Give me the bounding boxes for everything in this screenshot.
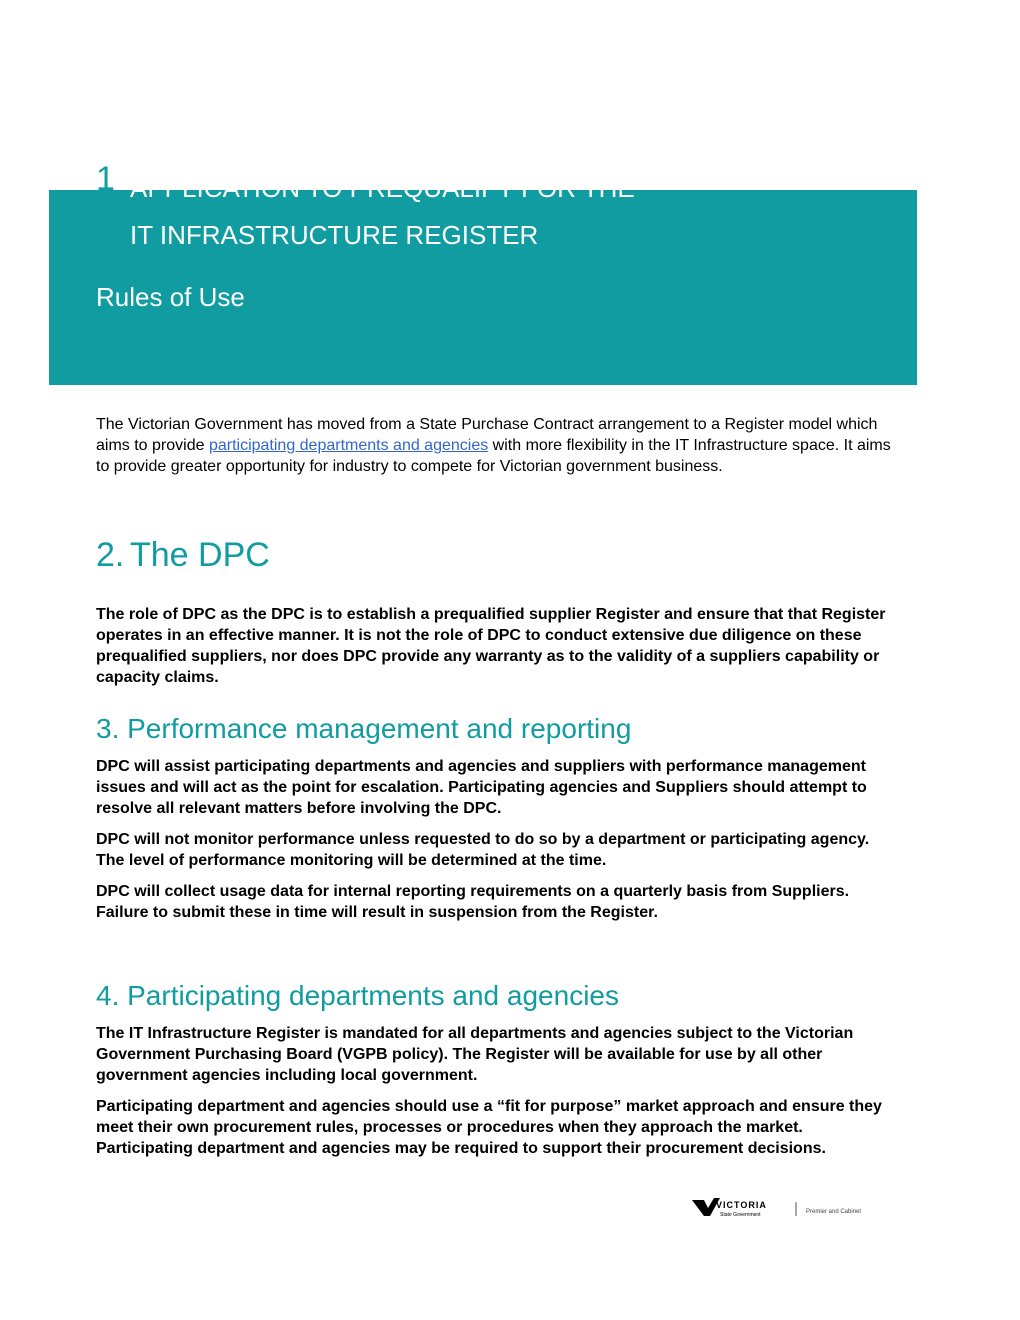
logo-wordmark: VICTORIA [716,1200,767,1210]
document-title-line2: IT INFRASTRUCTURE REGISTER [130,220,539,250]
section4-paragraph-1: The IT Infrastructure Register is mandated for all departments and agencies subject to the Victorian Government Purchasing Board (VGPB policy). The Register will be available for use by all other government agencies including local government. [96,1025,854,1084]
section4-paragraph-2: Participating department and agencies should use a “fit for purpose” market approach and ensure they meet their own procurement rules, processes or procedures when they approach the market. Participating department and agencies may be required to support their procurement decisions. [96,1098,882,1157]
section4-heading: 4. Participating departments and agencies [96,980,619,1011]
section2-number: 2. [96,536,125,574]
logo-department: Premier and Cabinet [806,1209,862,1215]
section2-title: The DPC [130,536,270,574]
section3-heading: 3. Performance management and reporting [96,713,632,744]
section-number-1: 1 [96,160,115,198]
document-title-line1: APPLICATION TO PREQUALIFY FOR THE [130,173,635,203]
logo-subtext: State Government [720,1212,761,1218]
victoria-government-logo [690,1196,880,1220]
section2-heading [96,536,270,575]
section2-paragraph: The role of DPC as the DPC is to establish a prequalified supplier Register and ensure that that Register operates in an effective manner. It is not the role of DPC to conduct extensive due diligence on these prequalified suppliers, nor does DPC provide any warranty as to the validity of a suppliers capability or capacity claims. [96,606,886,686]
intro-text-before: The Victorian Government has moved from a State Purchase Contract arrangement to a Register model which aims to provide [96,416,878,454]
intro-text-after: with more flexibility in the IT Infrastructure space. It aims to provide greater opportunity for industry to compete for Victorian government business. [96,437,891,475]
section3-paragraph-1: DPC will assist participating departments and agencies and suppliers with performance management issues and will act as the point for escalation. Participating agencies and Suppliers should attempt to resolve all relevant matters before involving the DPC. [96,758,867,817]
intro-paragraph [96,414,896,477]
participating-departments-link[interactable]: participating departments and agencies [208,437,489,454]
section3-paragraph-3: DPC will collect usage data for internal reporting requirements on a quarterly basis from Suppliers. Failure to submit these in time will result in suspension from the Register. [96,883,850,921]
section3-paragraph-2: DPC will not monitor performance unless requested to do so by a department or participating agency. The level of performance monitoring will be determined at the time. [96,831,870,869]
document-subtitle: Rules of Use [96,282,245,312]
